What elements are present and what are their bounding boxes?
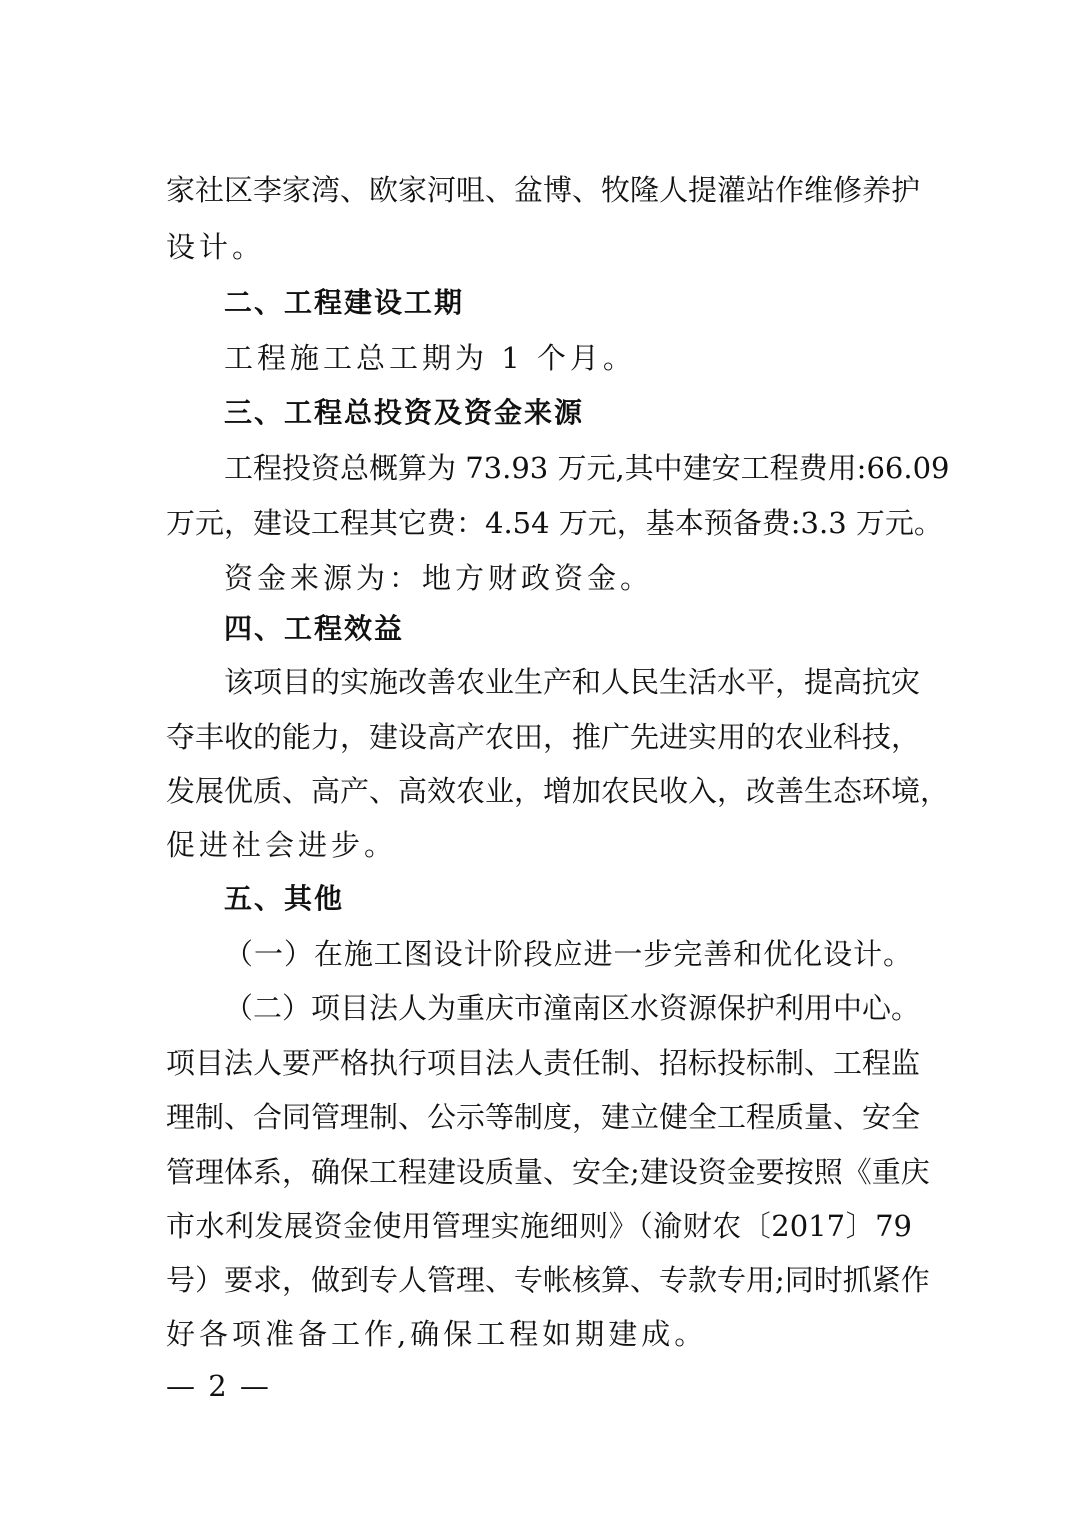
body-text-line: 号）要求，做到专人管理、专帐核算、专款专用;同时抓紧作 <box>166 1263 930 1297</box>
body-text-line: 工程投资总概算为 73.93 万元,其中建安工程费用:66.09 <box>224 451 950 485</box>
section-heading-benefits: 四、工程效益 <box>224 612 405 645</box>
body-text-line: 好各项准备工作,确保工程如期建成。 <box>166 1317 708 1351</box>
body-text-line: 家社区李家湾、欧家河咀、盆博、牧隆人提灌站作维修养护 <box>166 173 921 207</box>
section-heading-investment: 三、工程总投资及资金来源 <box>224 396 585 429</box>
body-text-line: 工程施工总工期为 1 个月。 <box>224 341 636 375</box>
body-text-line: 管理体系，确保工程建设质量、安全;建设资金要按照《重庆 <box>166 1155 930 1189</box>
section-heading-other: 五、其他 <box>224 882 345 915</box>
body-text-line: （二）项目法人为重庆市潼南区水资源保护利用中心。 <box>224 991 921 1025</box>
body-text-line: 设计。 <box>166 230 266 264</box>
body-text-line: 市水利发展资金使用管理实施细则》（渝财农〔2017〕79 <box>166 1209 912 1243</box>
section-heading-schedule: 二、工程建设工期 <box>224 286 465 319</box>
body-text-line: 促进社会进步。 <box>166 828 398 862</box>
body-text-line: 夺丰收的能力，建设高产农田，推广先进实用的农业科技， <box>166 720 921 754</box>
body-text-line: 万元，建设工程其它费：4.54 万元，基本预备费:3.3 万元。 <box>166 506 943 540</box>
body-text-line: 资金来源为：地方财政资金。 <box>224 561 654 595</box>
body-text-line: 发展优质、高产、高效农业，增加农民收入，改善生态环境， <box>166 774 950 808</box>
page-number: — 2 — <box>166 1369 271 1403</box>
body-text-line: 理制、合同管理制、公示等制度，建立健全工程质量、安全 <box>166 1100 921 1134</box>
body-text-line: （一）在施工图设计阶段应进一步完善和优化设计。 <box>224 937 912 971</box>
body-text-line: 项目法人要严格执行项目法人责任制、招标投标制、工程监 <box>166 1046 921 1080</box>
body-text-line: 该项目的实施改善农业生产和人民生活水平，提高抗灾 <box>224 665 921 699</box>
